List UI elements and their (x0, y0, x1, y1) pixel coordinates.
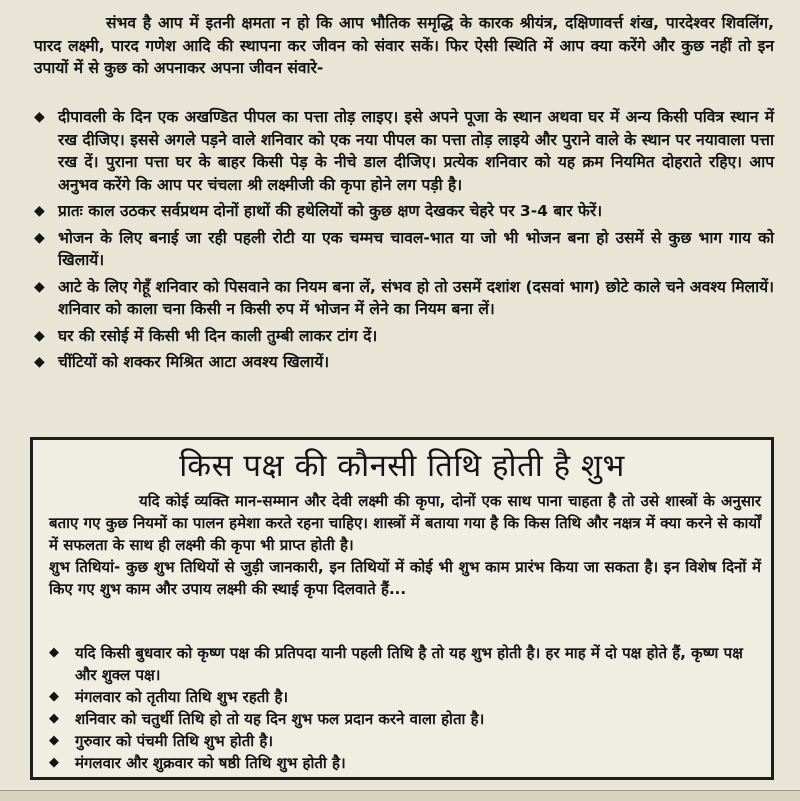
diamond-icon: ◆ (49, 689, 59, 704)
diamond-icon: ◆ (34, 229, 45, 246)
diamond-icon: ◆ (34, 354, 45, 370)
remedy-list (34, 106, 774, 378)
intro-paragraph: संभव है आप में इतनी क्षमता न हो कि आप भौतिक समृद्धि के कारक श्रीयंत्र, दक्षिणावर्त्त शंख, पारदेश्वर शिवलिंग, पारद लक्ष्मी, पारद गणेश आदि की स्थापना कर जीवन को संवार सकें। फिर ऐसी स्थिति में आप क्या करेंगे और कुछ नहीं तो इन उपायों में से कुछ को अपनाकर अपना जीवन संवारे- (34, 14, 774, 77)
list-item: ◆ चींटियों को शक्कर मिश्रित आटा अवश्य खिलायें। (34, 353, 330, 371)
list-item: ◆ भोजन के लिए बनाई जा रही पहली रोटी या एक चम्मच चावल-भात या जो भी भोजन बना हो उसमें से कुछ भाग गाय को खिलायें। (34, 228, 774, 269)
list-item: ◆ आटे के लिए गेहूँ शनिवार को पिसवाने का नियम बना लें, संभव हो तो उसमें दशांश (दसवां भाग) छोटे काले चने अवश्य मिलायें। शनिवार को काला चना किसी न किसी रुप में भोजन में लेने का नियम बना लें। (34, 277, 774, 318)
list-item: ◆ गुरुवार को पंचमी तिथि शुभ होती है। (49, 732, 273, 750)
list-item: ◆ दीपावली के दिन एक अखण्डित पीपल का पत्ता तोड़ लाइए। इसे अपने पूजा के स्थान अथवा घर में अन्य किसी पवित्र स्थान में रख दीजिए। इससे अगले पड़ने वाले शनिवार को एक नया पीपल का पत्ता तोड़ लाइये और पुराने वाले के स्थान पर नयावाला पत्ता रख दें। पुराना पत्ता घर के बाहर किसी पेड़ के नीचे डाल दीजिए। प्रत्येक शनिवार को यह क्रम नियमित दोहराते रहिए। आप अनुभव करेंगे कि आप पर चंचला श्री लक्ष्मीजी की कृपा होने लग पड़ी है। (34, 108, 774, 194)
diamond-icon: ◆ (49, 645, 59, 660)
list-item: ◆ शनिवार को चतुर्थी तिथि हो तो यह दिन शुभ फल प्रदान करने वाला होता है। (49, 710, 485, 728)
list-item: ◆ प्रातः काल उठकर सर्वप्रथम दोनों हाथों की हथेलियों को कुछ क्षण देखकर चेहरे पर 3-4 बार फेरें। (34, 202, 603, 220)
diamond-icon: ◆ (49, 711, 59, 726)
diamond-icon: ◆ (49, 733, 59, 748)
list-item: ◆ यदि किसी बुधवार को कृष्ण पक्ष की प्रतिपदा यानी पहली तिथि है तो यह शुभ होती है। हर माह में दो पक्ष होते हैं, कृष्ण पक्ष और शुक्ल पक्ष। (49, 644, 743, 684)
diamond-icon: ◆ (34, 327, 45, 344)
page-footer-edge (0, 790, 800, 801)
section-label: शुभ तिथियां- (49, 558, 121, 576)
box-paragraph: यदि कोई व्यक्ति मान-सम्मान और देवी लक्ष्मी की कृपा, दोनों एक साथ पाना चाहता है तो उसे शास्त्रों के अनुसार बताए गए कुछ नियमों का पालन हमेशा करते रहना चाहिए। शास्त्रों में बताया गया है कि किस तिथि और नक्षत्र में क्या करने से कार्यों में सफलता के साथ ही लक्ष्मी की कृपा भी प्राप्त होती है। (49, 492, 761, 554)
list-item: ◆ घर की रसोई में किसी भी दिन काली तुम्बी लाकर टांग दें। (34, 326, 378, 345)
intro-section (34, 12, 774, 80)
diamond-icon: ◆ (49, 755, 59, 770)
auspicious-dates-box (30, 437, 774, 780)
box-paragraph: शुभ तिथियां- कुछ शुभ तिथियों से जुड़ी जानकारी, इन तिथियों में कोई भी शुभ काम प्रारंभ किया जा सकता है। इन विशेष दिनों में किए गए शुभ काम और उपाय लक्ष्मी की स्थाई कृपा दिलवाते हैं... (49, 558, 761, 598)
diamond-icon: ◆ (34, 278, 45, 295)
list-item: ◆ मंगलवार और शुक्रवार को षष्ठी तिथि शुभ होती है। (49, 754, 346, 772)
box-title: किस पक्ष की कौनसी तिथि होती है शुभ (179, 448, 625, 484)
list-item: ◆ मंगलवार को तृतीया तिथि शुभ रहती है। (49, 688, 289, 706)
diamond-icon: ◆ (34, 203, 45, 219)
auspicious-list (49, 642, 761, 774)
diamond-icon: ◆ (34, 109, 45, 125)
box-body (49, 490, 761, 600)
